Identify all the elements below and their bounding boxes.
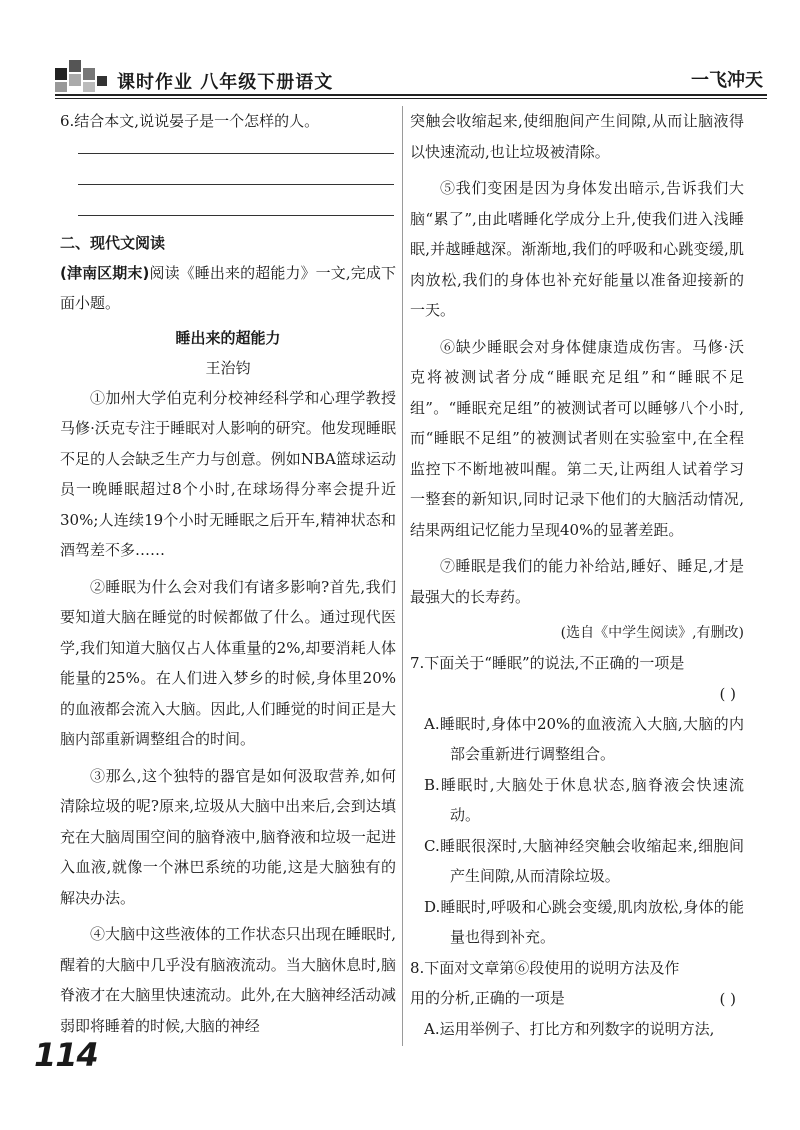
paragraph-1: ①加州大学伯克利分校神经科学和心理学教授马修·沃克专注于睡眠对人影响的研究。他发现睡眠不足的人会缺乏生产力与创意。例如NBA篮球运动员一晚睡眠超过8个小时,在球场得分率会提升近30%;人连续19个小时无睡眠之后开车,精神状态和酒驾差不多……: [60, 388, 396, 559]
paragraph-4-continued: 突触会收缩起来,使细胞间产生间隙,从而让脑液得以快速流动,也让垃圾被清除。: [410, 112, 744, 161]
right-column: [410, 106, 744, 1044]
paragraph-5: ⑤我们变困是因为身体发出暗示,告诉我们大脑“累了”,由此嗜睡化学成分上升,使我们进入浅睡眠,并越睡越深。渐渐地,我们的呼吸和心跳变缓,肌肉放松,我们的身体也补充好能量以准备迎接新的一天。: [410, 179, 744, 319]
paragraph-7: ⑦睡眠是我们的能力补给站,睡好、睡足,才是最强大的长寿药。: [410, 557, 744, 606]
paragraph-3: ③那么,这个独特的器官是如何汲取营养,如何清除垃圾的呢?原来,垃圾从大脑中出来后,会到达填充在大脑周围空间的脑脊液中,脑脊液和垃圾一起进入血液,就像一个淋巴系统的功能,这是大脑独有的解决办法。: [60, 766, 396, 907]
answer-line: [78, 184, 394, 185]
option-c: C.睡眠很深时,大脑神经突触会收缩起来,细胞间产生间隙,从而清除垃圾。: [424, 836, 744, 885]
header-rule-thin: [55, 98, 767, 99]
paragraph-2: ②睡眠为什么会对我们有诸多影响?首先,我们要知道大脑在睡觉的时候都做了什么。通过现代医学,我们知道大脑仅占人体重量的2%,却要消耗人体能量的25%。在人们进入梦乡的时候,身体里20%的血液都会流入大脑。因此,人们睡觉的时间正是大脑内部重新调整组合的时间。: [60, 577, 396, 748]
article-title: 睡出来的超能力: [175, 328, 281, 347]
article-source: (选自《中学生阅读》,有删改): [560, 625, 744, 641]
page-number: 114: [34, 1036, 98, 1074]
header-rule: [55, 94, 767, 96]
paragraph-6: ⑥缺少睡眠会对身体健康造成伤害。马修·沃克将被测试者分成“睡眠充足组”和“睡眠不足组”。“睡眠充足组”的被测试者可以睡够八个小时,而“睡眠不足组”的被测试者则在实验室中,在全程监控下不断地被叫醒。第二天,让两组人试着学习一整套的新知识,同时记录下他们的大脑活动情况,结果两组记忆能力呈现40%的显著差距。: [410, 337, 744, 539]
answer-line: [78, 153, 394, 154]
question-8: 8.下面对文章第⑥段使用的说明方法及作用的分析,正确的一项是: [410, 958, 680, 1007]
left-column: [60, 106, 396, 1041]
header-brand: 一飞冲天: [691, 70, 763, 91]
answer-line: [78, 215, 394, 216]
section-title: 二、现代文阅读: [60, 233, 166, 252]
option-d: D.睡眠时,呼吸和心跳会变缓,肌肉放松,身体的能量也得到补充。: [424, 897, 744, 946]
question-6: 6.结合本文,说说晏子是一个怎样的人。: [60, 112, 320, 130]
header-logo: [55, 60, 109, 94]
option-a: A.睡眠时,身体中20%的血液流入大脑,大脑的内部会重新进行调整组合。: [424, 714, 744, 763]
reading-intro: [60, 258, 396, 319]
column-divider: [402, 106, 403, 1046]
paragraph-4: ④大脑中这些液体的工作状态只出现在睡眠时,醒着的大脑中几乎没有脑液流动。当大脑休息时,脑脊液才在大脑里快速流动。此外,在大脑神经活动减弱即将睡着的时候,大脑的神经: [60, 925, 396, 1035]
intro-text: 阅读《睡出来的超能力》一文,完成下面小题。: [60, 263, 396, 312]
answer-bracket: ( ): [719, 684, 736, 703]
answer-bracket: ( ): [719, 989, 736, 1008]
page-header: [55, 58, 767, 104]
option-b: B.睡眠时,大脑处于休息状态,脑脊液会快速流动。: [424, 775, 744, 824]
source-label: (津南区期末): [60, 263, 150, 282]
option-a: A.运用举例子、打比方和列数字的说明方法,: [424, 1019, 715, 1038]
header-title: 课时作业 八年级下册语文: [117, 72, 334, 93]
question-7: 7.下面关于“睡眠”的说法,不正确的一项是: [410, 654, 685, 672]
article-author: 王治钧: [205, 358, 251, 377]
